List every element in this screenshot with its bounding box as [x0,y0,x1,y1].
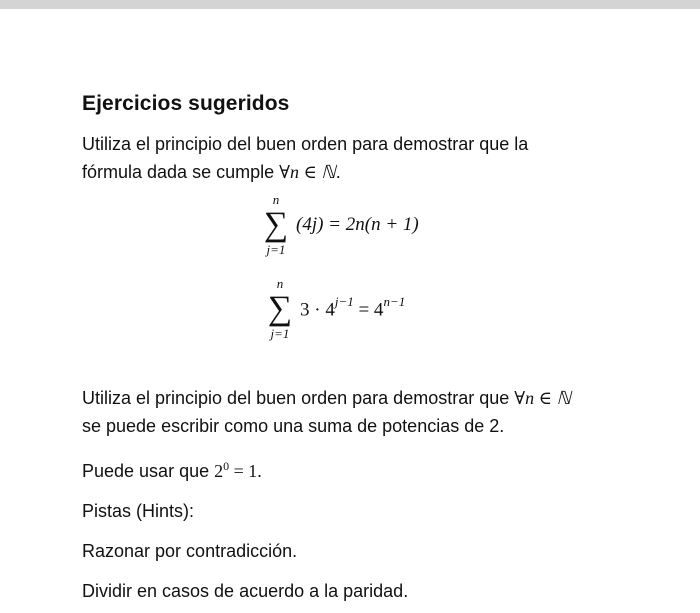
formula-2 [262,274,405,344]
hint-use-text: Puede usar que [82,461,215,481]
exercise1-line2-end: . [335,162,341,182]
exercise2-line2: se puede escribir como una suma de potencias de 2. [82,416,505,436]
summation-1-lower: j=1 [266,242,286,257]
exercise2-line1 [82,384,672,412]
hint-2: Dividir en casos de acuerdo a la paridad. [82,581,409,601]
hint-1: Razonar por contradicción. [82,541,298,561]
formula-2-exp2: n−1 [383,294,406,310]
hints-label: Pistas (Hints): [82,501,195,521]
formula-2-mid: = 4 [353,299,384,321]
exercise2-line1-text: Utiliza el principio del buen orden para demostrar que [82,388,515,408]
summation-1 [258,190,294,260]
formula-2-expression [300,296,405,321]
exercise2 [82,384,672,605]
formula-1 [258,190,419,260]
forall-n-in-N-2: ∀n ∈ ℕ [514,388,571,408]
sigma-icon: ∑ [267,290,293,327]
hint-use [82,452,672,485]
formula-2-exp1: j−1 [334,294,354,310]
formula-block [82,186,672,364]
forall-n-in-N: ∀n ∈ ℕ [279,162,336,182]
summation-1-upper: n [272,192,280,207]
summation-2-lower: j=1 [270,326,290,341]
summation-2-upper: n [276,276,284,291]
hint-use-exp: 0 [223,459,230,473]
exercise1-line2 [82,158,672,186]
hint-use-base: 2 [214,461,224,481]
top-bar [0,0,700,9]
formula-1-expression: (4j) = 2n(n + 1) [296,214,419,235]
formula-2-base: 3 · 4 [300,299,335,321]
exercise1-line2-text: fórmula dada se cumple [82,162,280,182]
exercise1-line1: Utiliza el principio del buen orden para demostrar que la [82,134,529,154]
summation-2 [262,274,298,344]
document-page [82,92,672,605]
sigma-icon: ∑ [263,206,289,243]
hint-use-rest: = 1. [229,461,262,481]
page-title: Ejercicios sugeridos [82,92,290,115]
